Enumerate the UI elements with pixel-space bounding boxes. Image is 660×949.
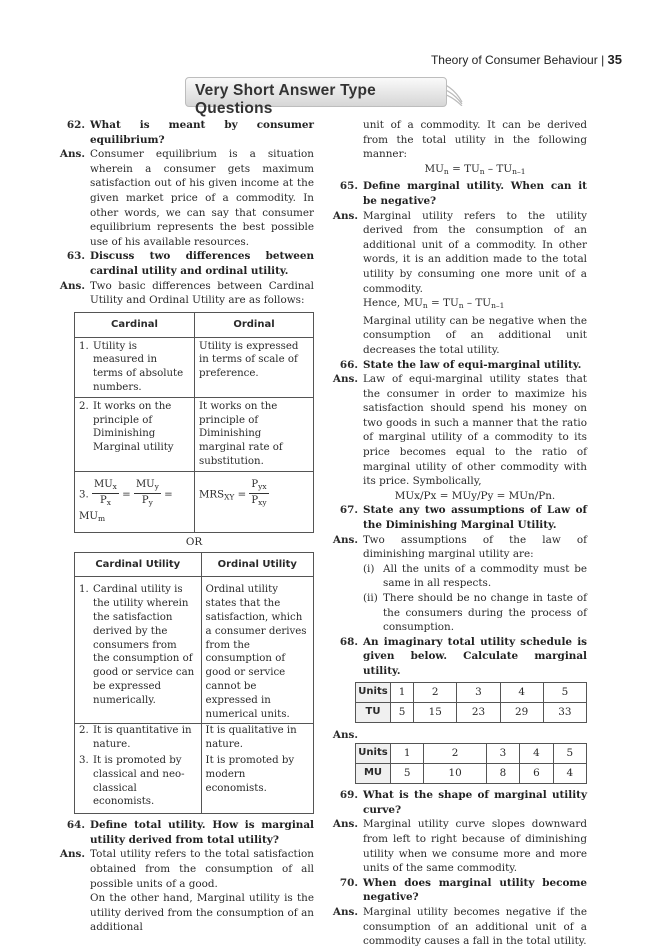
header-separator: | xyxy=(601,53,605,67)
left-column xyxy=(52,118,314,935)
question-69: 69. What is the shape of marginal utility curve? xyxy=(339,789,587,816)
formula-hence: Hence, $MU_n = TU_n - TU_{n-1}$ xyxy=(363,297,505,311)
answer-69: Ans. Marginal utility curve slopes downward from left to right because of diminishing utility when we consume more and more units of the same commodity. xyxy=(332,818,587,875)
formula-mu: $MU_n = TU_n - TU_{n-1}$ xyxy=(424,162,526,176)
answer-68: Ans. xyxy=(332,728,358,741)
answer-70: Ans. Marginal utility becomes negative if the consumption of an additional unit of a commodity causes a fall in the total utility. xyxy=(332,905,587,948)
table-row: Units 1 2 3 4 5 xyxy=(356,682,587,702)
or-separator: OR xyxy=(185,536,203,549)
answer-64-paragraph-2: On the other hand, Marginal utility is the utility derived from the consumption of an additional xyxy=(90,892,314,934)
answer-67: Ans. Two assumptions of the law of diminishing marginal utility are: xyxy=(332,533,587,561)
table-header: Ordinal Utility xyxy=(201,552,313,577)
question-63: 63. Discuss two differences between cardinal utility and ordinal utility. xyxy=(66,250,314,277)
question-70: 70. When does marginal utility become negative? xyxy=(339,876,587,904)
answer-64: Ans. Total utility refers to the total satisfaction obtained from the consumption of all possible units of a good. xyxy=(59,848,314,890)
question-62: 62. What is meant by consumer equilibrium? xyxy=(66,119,314,146)
list-item: (i) All the units of a commodity must be same in all respects. xyxy=(363,562,587,590)
page-header xyxy=(431,52,622,67)
cardinal-ordinal-table xyxy=(74,312,314,533)
table-row: MU 5 10 8 6 4 xyxy=(356,764,587,784)
section-banner xyxy=(185,77,447,117)
chapter-title: Theory of Consumer Behaviour xyxy=(430,53,598,67)
table-row-formula: 3. $\frac{MU_x}{P_x}$ = $\frac{MU_y}{P_y}$ = $MU_m$ $MRS_{XY}$ = $\frac{P_{yx}}{P_{xy}}$ xyxy=(75,471,314,532)
answer-65-paragraph-2: Marginal utility can be negative when the consumption of an additional unit decreases the total utility. xyxy=(363,314,587,356)
page-number: 35 xyxy=(607,52,622,67)
cardinal-ordinal-utility-table xyxy=(74,552,314,815)
question-65: 65. Define marginal utility. When can it be negative? xyxy=(339,180,587,207)
answer-65: Ans. Marginal utility refers to the utility derived from the consumption of an additional unit of a commodity. In other words, it is an addition made to the total utility by consuming one more unit of a commodity. xyxy=(332,209,587,295)
answer-62: Ans. Consumer equilibrium is a situation wherein a consumer gets maximum satisfaction out of his given income at the given market price of a commodity. In other words, we can say that consumer equilibrium represents the best possible use of his available resources. xyxy=(59,148,314,248)
right-column xyxy=(325,118,587,949)
table-row: TU 5 15 23 29 33 xyxy=(356,702,587,722)
table-row: 1. Cardinal utility is the utility wherein the satisfaction derived by the consumers from the consumption of good or service can be expressed numerically. Ordinal utility states that the satisfaction, which a consumer derives from the consumption of good or service cannot be expressed in numerical units. xyxy=(75,577,314,724)
marginal-utility-table xyxy=(355,743,587,784)
question-64: 64. Define total utility. How is marginal utility derived from total utility? xyxy=(66,819,314,846)
table-row: Units 1 2 3 4 5 xyxy=(356,744,587,764)
table-header: Cardinal xyxy=(75,312,195,337)
answer-64-continued: unit of a commodity. It can be derived from the total utility in the following manner: xyxy=(363,119,587,161)
table-row: 2. It works on the principle of Diminishing Marginal utility It works on the principle of Diminishing marginal rate of substitution. xyxy=(75,397,314,471)
table-header: Ordinal xyxy=(194,312,313,337)
question-67: 67. State any two assumptions of Law of the Diminishing Marginal Utility. xyxy=(339,504,587,532)
answer-63: Ans. Two basic differences between Cardinal Utility and Ordinal Utility are as follows: xyxy=(59,279,314,307)
question-68: 68. An imaginary total utility schedule is given below. Calculate marginal utility. xyxy=(339,635,587,677)
total-utility-table xyxy=(355,682,587,723)
answer-66: Ans. Law of equi-marginal utility states that the consumer in order to maximize his satisfaction should spend his money on two goods in such a manner that the ratio of marginal utility of a commodity to its price becomes equal to the ratio of marginal utility of other commodity with its price. Symbolically, xyxy=(332,373,587,488)
table-row: 2. It is quantitative in nature. It is qualitative in nature. xyxy=(75,724,314,754)
section-title: Very Short Answer Type Questions xyxy=(195,82,376,117)
table-row: 3. It is promoted by classical and neo-classical economists. It is promoted by modern economists. xyxy=(75,754,314,814)
table-row: 1. Utility is measured in terms of absolute numbers. Utility is expressed in terms of scale of preference. xyxy=(75,337,314,397)
question-66: 66. State the law of equi-marginal utility. xyxy=(339,358,582,371)
table-header: Cardinal Utility xyxy=(75,552,202,577)
formula-equimarginal: MUx/Px = MUy/Py = MUn/Pn. xyxy=(394,489,556,502)
list-item: (ii) There should be no change in taste of the consumers during the process of consumption. xyxy=(363,592,587,634)
